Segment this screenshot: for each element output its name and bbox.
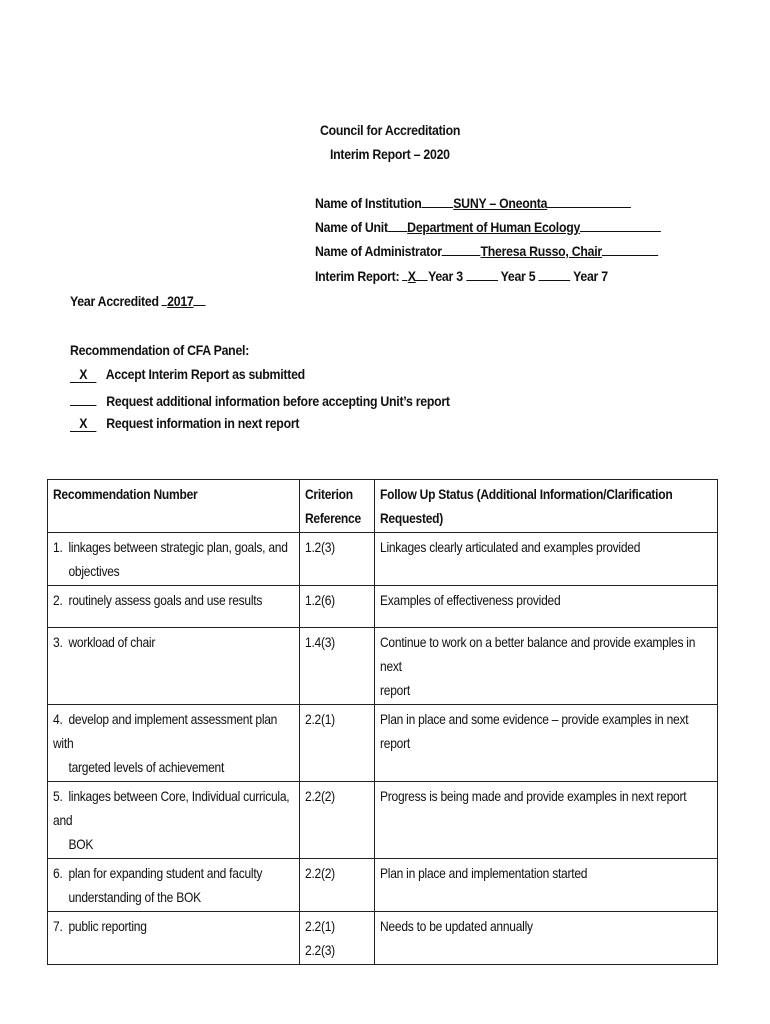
unit-label: Name of Unit xyxy=(315,219,388,235)
year3-label: Year 3 xyxy=(428,268,463,284)
table-row xyxy=(48,533,718,586)
header-recommendation-number: Recommendation Number xyxy=(48,480,300,533)
unit-line xyxy=(315,219,661,235)
table-row xyxy=(48,705,718,782)
administrator-value: Theresa Russo, Chair xyxy=(480,243,602,259)
criterion-cell: 2.2(1) 2.2(3) xyxy=(300,912,375,965)
status-cell: Examples of effectiveness provided xyxy=(375,586,718,628)
recommendation-table xyxy=(47,479,718,965)
criterion-cell: 1.2(3) xyxy=(300,533,375,586)
header-criterion-reference: Criterion Reference xyxy=(300,480,375,533)
table-row xyxy=(48,628,718,705)
unit-value: Department of Human Ecology xyxy=(407,219,581,235)
status-cell: Plan in place and some evidence – provide examples in next report xyxy=(375,705,718,782)
recommendation-cell: 2. routinely assess goals and use results xyxy=(48,586,300,628)
criterion-cell: 2.2(2) xyxy=(300,859,375,912)
table-row xyxy=(48,782,718,859)
table-row xyxy=(48,859,718,912)
criterion-cell: 1.2(6) xyxy=(300,586,375,628)
option-text: Request additional information before accepting Unit’s report xyxy=(106,393,450,409)
interim-label: Interim Report: xyxy=(315,268,400,284)
option-text: Request information in next report xyxy=(106,415,300,431)
status-cell: Needs to be updated annually xyxy=(375,912,718,965)
administrator-line xyxy=(315,243,658,259)
status-cell: Progress is being made and provide examples in next report xyxy=(375,782,718,859)
option-mark xyxy=(70,390,96,406)
option-mark: X xyxy=(70,415,96,432)
recommendation-cell: 4. develop and implement assessment plan with targeted levels of achievement xyxy=(48,705,300,782)
recommendation-cell: 3. workload of chair xyxy=(48,628,300,705)
year-accredited-line xyxy=(70,293,206,309)
institution-label: Name of Institution xyxy=(315,195,422,211)
option-text: Accept Interim Report as submitted xyxy=(105,366,305,382)
year7-label: Year 7 xyxy=(573,268,608,284)
year-accredited-value: 2017 xyxy=(167,293,194,309)
recommendation-option xyxy=(70,366,305,383)
recommendation-option xyxy=(70,390,450,409)
status-cell: Plan in place and implementation started xyxy=(375,859,718,912)
recommendation-cell: 1. linkages between strategic plan, goals, and objectives xyxy=(48,533,300,586)
table-row xyxy=(48,586,718,628)
institution-value: SUNY – Oneonta xyxy=(453,195,548,211)
criterion-cell: 2.2(1) xyxy=(300,705,375,782)
institution-line xyxy=(315,195,631,211)
criterion-cell: 1.4(3) xyxy=(300,628,375,705)
criterion-cell: 2.2(2) xyxy=(300,782,375,859)
recommendation-cell: 7. public reporting xyxy=(48,912,300,965)
document-title: Council for Accreditation xyxy=(320,122,461,138)
table-row xyxy=(48,912,718,965)
status-cell: Linkages clearly articulated and examples provided xyxy=(375,533,718,586)
status-cell: Continue to work on a better balance and provide examples in next report xyxy=(375,628,718,705)
document-subtitle: Interim Report – 2020 xyxy=(330,146,450,162)
administrator-label: Name of Administrator xyxy=(315,243,442,259)
recommendation-option xyxy=(70,415,299,432)
header-follow-up-status: Follow Up Status (Additional Information/Clarification Requested) xyxy=(375,480,718,533)
interim-mark: X xyxy=(407,268,416,284)
table-header-row xyxy=(48,480,718,533)
recommendation-heading: Recommendation of CFA Panel: xyxy=(70,342,250,358)
option-mark: X xyxy=(70,366,96,383)
recommendation-cell: 5. linkages between Core, Individual curricula, and BOK xyxy=(48,782,300,859)
year-accredited-label: Year Accredited xyxy=(70,293,159,309)
year5-label: Year 5 xyxy=(500,268,536,284)
recommendation-cell: 6. plan for expanding student and faculty understanding of the BOK xyxy=(48,859,300,912)
interim-report-line xyxy=(315,268,608,284)
